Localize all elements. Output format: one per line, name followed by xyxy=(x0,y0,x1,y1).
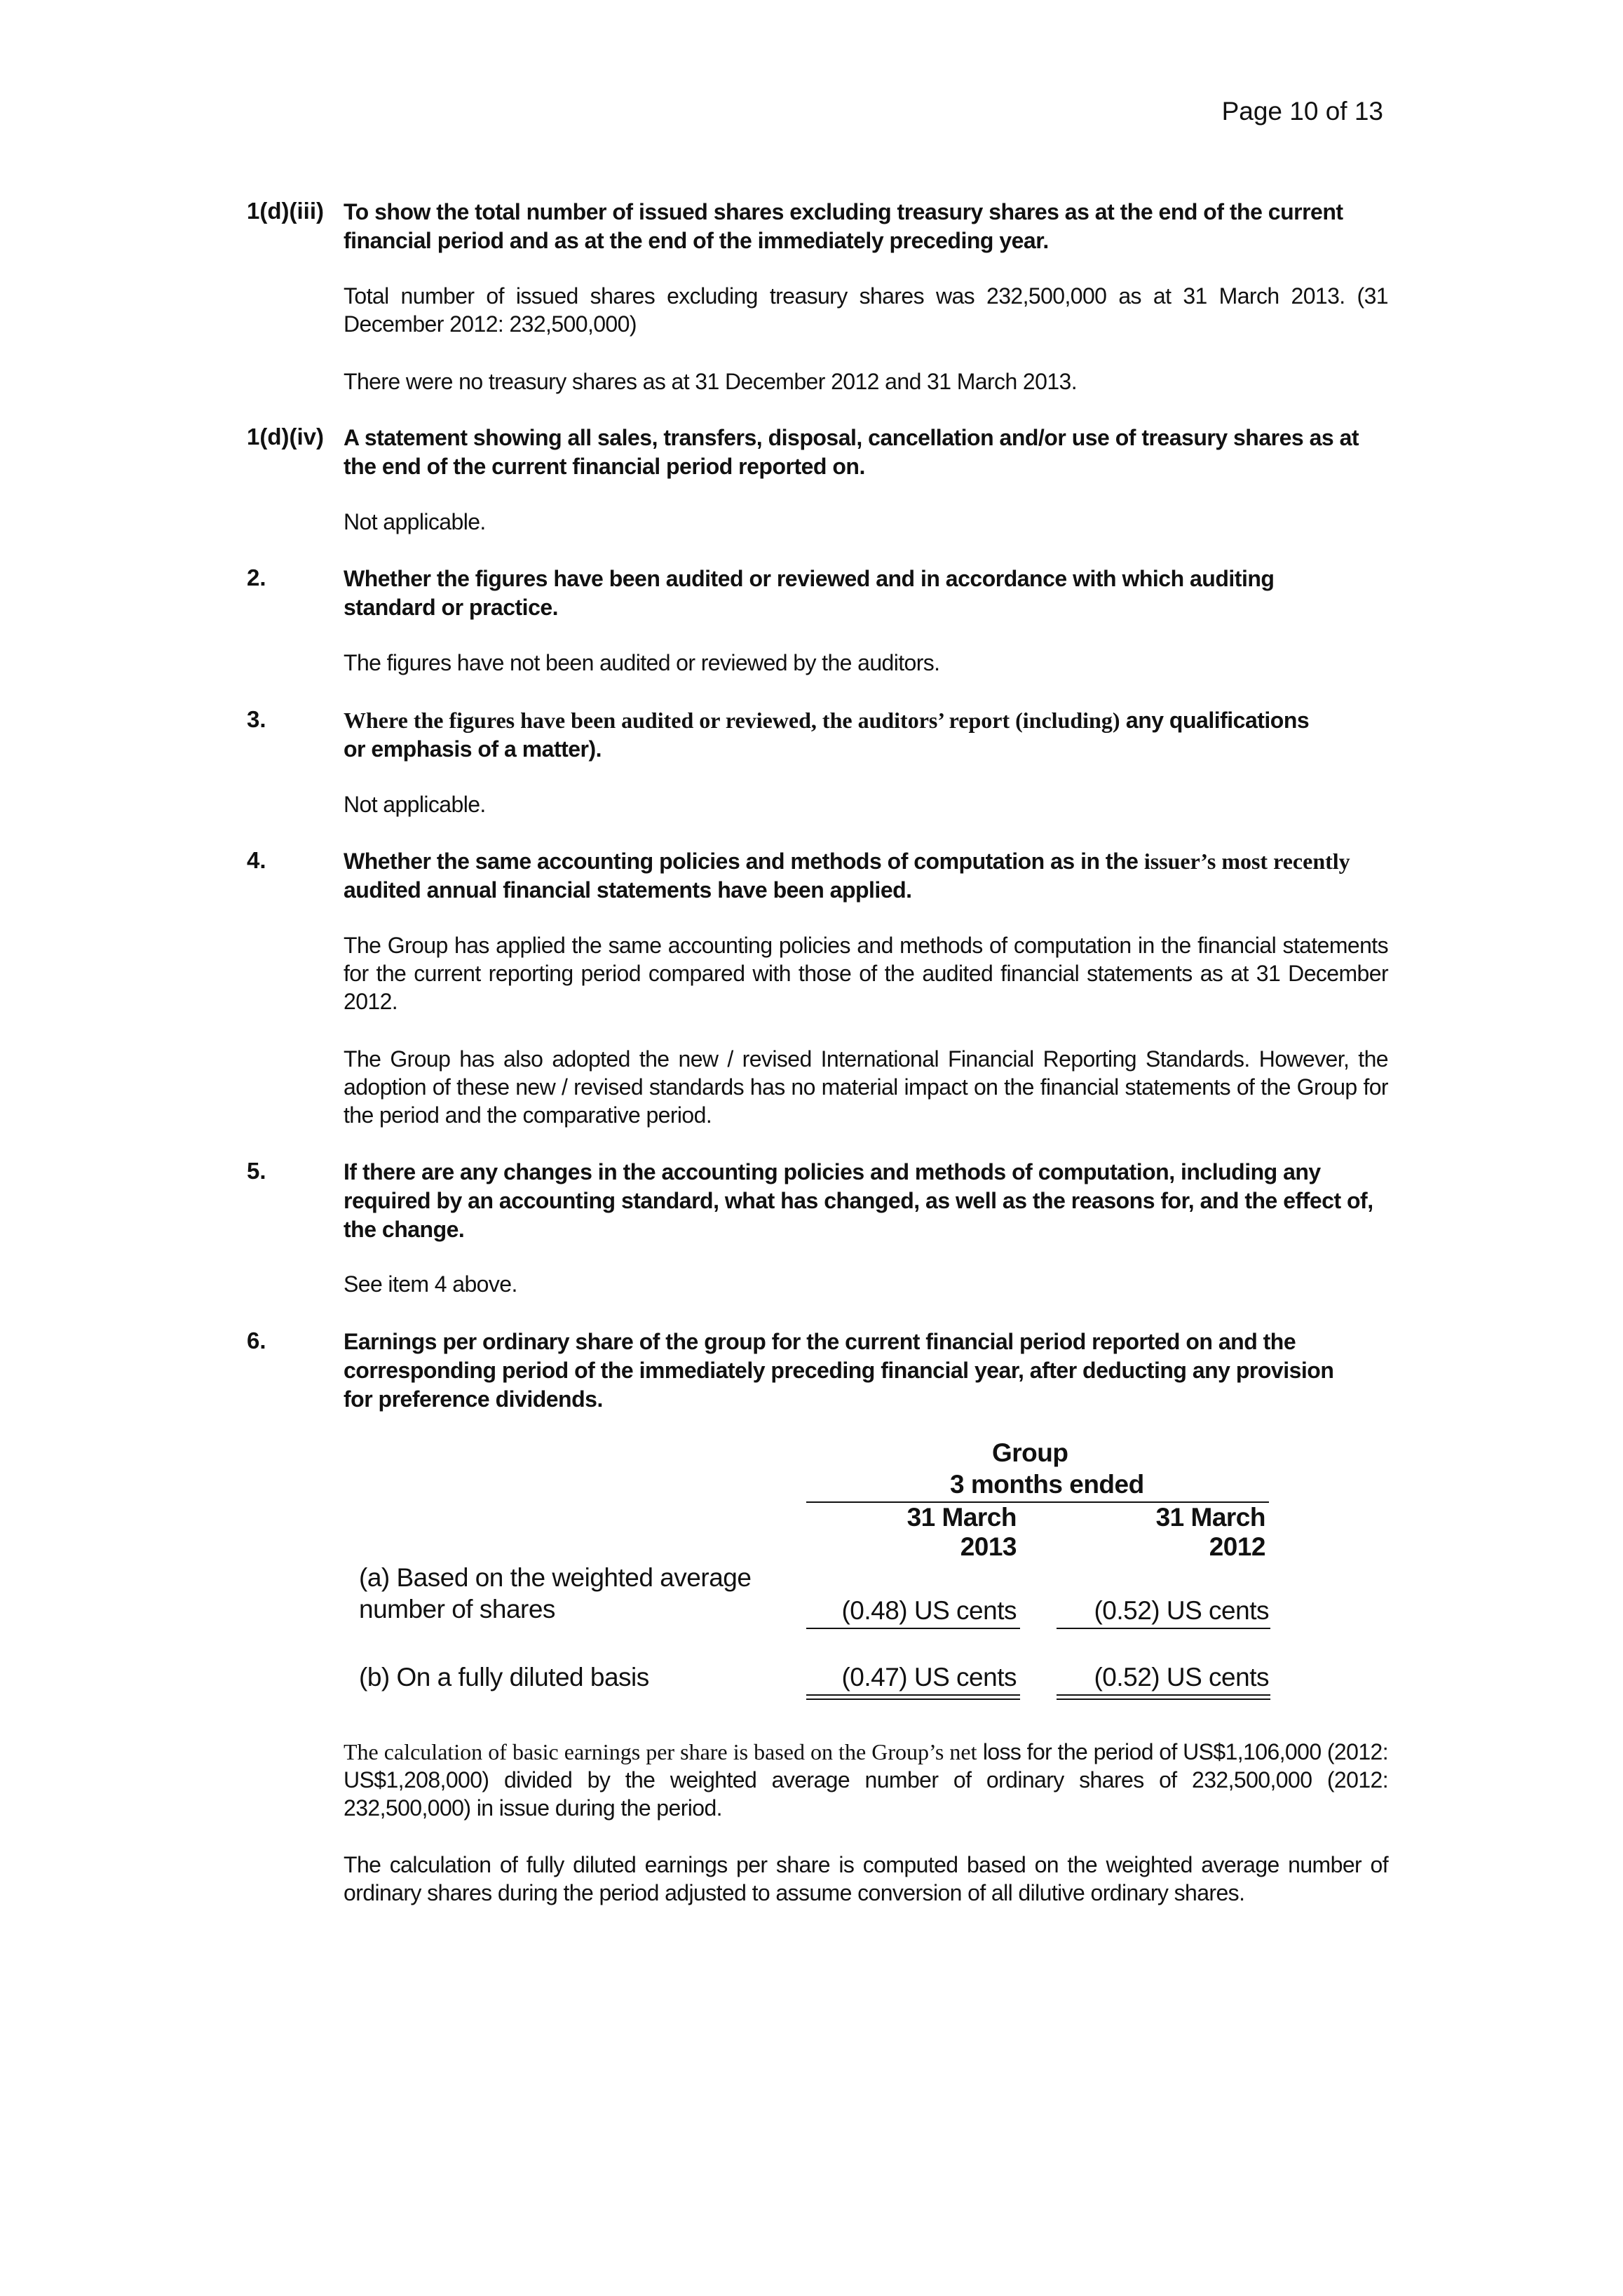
paragraph: See item 4 above. xyxy=(344,1271,517,1297)
section-number: 5. xyxy=(247,1158,266,1184)
paragraph: The calculation of fully diluted earnings per share is computed based on the weighted average number of ordinary shares during the period adjusted to assume conversion of all dilutive ordinary shares. xyxy=(344,1852,1388,1905)
para-serif-part: The calculation of basic earnings per share is based on the Group’s net xyxy=(344,1739,977,1764)
paragraph: Total number of issued shares excluding treasury shares was 232,500,000 as at 31 March 2013. (31 December 2012: 232,500,000) xyxy=(344,283,1388,337)
para-rest-part: loss for the period of US$1,106,000 (2012: US$1,208,000) divided by the weighted average number of ordinary shares of 232,500,000 (2012: 232,500,000) in issue during the period. xyxy=(344,1739,1389,1821)
col-header-2013 xyxy=(822,1503,1017,1562)
eps-table xyxy=(247,1328,1388,1931)
row-b-double-underline-2012 xyxy=(1057,1699,1270,1700)
col-header-2012 xyxy=(1071,1503,1265,1562)
heading-part: Whether the same accounting policies and methods of computation as in the xyxy=(344,849,1144,874)
row-b-2013-value: (0.47) US cents xyxy=(841,1663,1017,1691)
section-heading: If there are any changes in the accounting policies and methods of computation, including any required by an accounting standard, what has changed, as well as the reasons for, and the effect of, the change. xyxy=(344,1159,1373,1242)
section-number: 3. xyxy=(247,706,266,732)
paragraph: The Group has also adopted the new / revised International Financial Reporting Standards. However, the adoption of these new / revised standards has no material impact on the financial statements of the Group for the period and the comparative period. xyxy=(344,1046,1388,1128)
section-heading: A statement showing all sales, transfers, disposal, cancellation and/or use of treasury shares as at the end of the current financial period reported on. xyxy=(344,425,1359,479)
table-period-label: 3 months ended xyxy=(950,1470,1144,1499)
paragraph: The figures have not been audited or reviewed by the auditors. xyxy=(344,650,940,675)
row-a-2012-value: (0.52) US cents xyxy=(1094,1596,1269,1625)
section-heading: Whether the figures have been audited or reviewed and in accordance with which auditing standard or practice. xyxy=(344,566,1275,620)
paragraph: The Group has applied the same accounting policies and methods of computation in the financial statements for the current reporting period compared with those of the audited financial statements as at 31 December 2012. xyxy=(344,933,1388,1014)
row-label-line: number of shares xyxy=(359,1595,555,1623)
row-b-label: (b) On a fully diluted basis xyxy=(359,1663,649,1691)
section-heading: Earnings per ordinary share of the group for the current financial period reported on and the corresponding period of the immediately preceding financial year, after deducting any provision for preference dividends. xyxy=(344,1329,1334,1412)
row-label-line: (a) Based on the weighted average xyxy=(359,1563,752,1592)
heading-part: audited annual financial statements have been applied. xyxy=(344,877,912,903)
row-b-2012-value: (0.52) US cents xyxy=(1094,1663,1269,1691)
paragraph: There were no treasury shares as at 31 December 2012 and 31 March 2013. xyxy=(344,369,1078,394)
heading-serif-part: issuer’s most recently xyxy=(1143,849,1350,874)
section-number: 6. xyxy=(247,1328,266,1353)
section-heading xyxy=(344,847,1388,905)
table-group-label: Group xyxy=(992,1438,1068,1467)
page-number: Page 10 of 13 xyxy=(1221,97,1383,126)
paragraph: Not applicable. xyxy=(344,509,486,534)
col-header-line: 2012 xyxy=(1209,1532,1265,1561)
section-heading xyxy=(344,706,1325,764)
heading-rest-part: any qualifications or emphasis of a matter). xyxy=(344,708,1310,762)
section-number: 4. xyxy=(247,847,266,873)
row-b-double-underline-2012 xyxy=(1057,1694,1270,1696)
paragraph: Not applicable. xyxy=(344,792,486,817)
row-a-label xyxy=(359,1563,751,1624)
col-header-line: 2013 xyxy=(960,1532,1017,1561)
section-number: 1(d)(iii) xyxy=(247,198,324,224)
paragraph xyxy=(344,1738,1388,1822)
col-header-line: 31 March xyxy=(906,1503,1017,1532)
section-heading: To show the total number of issued shares excluding treasury shares as at the end of the current financial period and as at the end of the immediately preceding year. xyxy=(344,199,1343,253)
section-number: 2. xyxy=(247,565,266,590)
row-b-double-underline-2013 xyxy=(806,1699,1020,1700)
heading-serif-part: Where the figures have been audited or reviewed, the auditors’ report (including) xyxy=(344,708,1120,733)
row-a-underline-2012 xyxy=(1057,1628,1270,1629)
col-header-line: 31 March xyxy=(1155,1503,1265,1532)
row-a-2013-value: (0.48) US cents xyxy=(841,1596,1017,1625)
section-number: 1(d)(iv) xyxy=(247,424,324,450)
section-6 xyxy=(247,1328,1388,1931)
row-b-double-underline-2013 xyxy=(806,1694,1020,1696)
row-a-underline-2013 xyxy=(806,1628,1020,1629)
